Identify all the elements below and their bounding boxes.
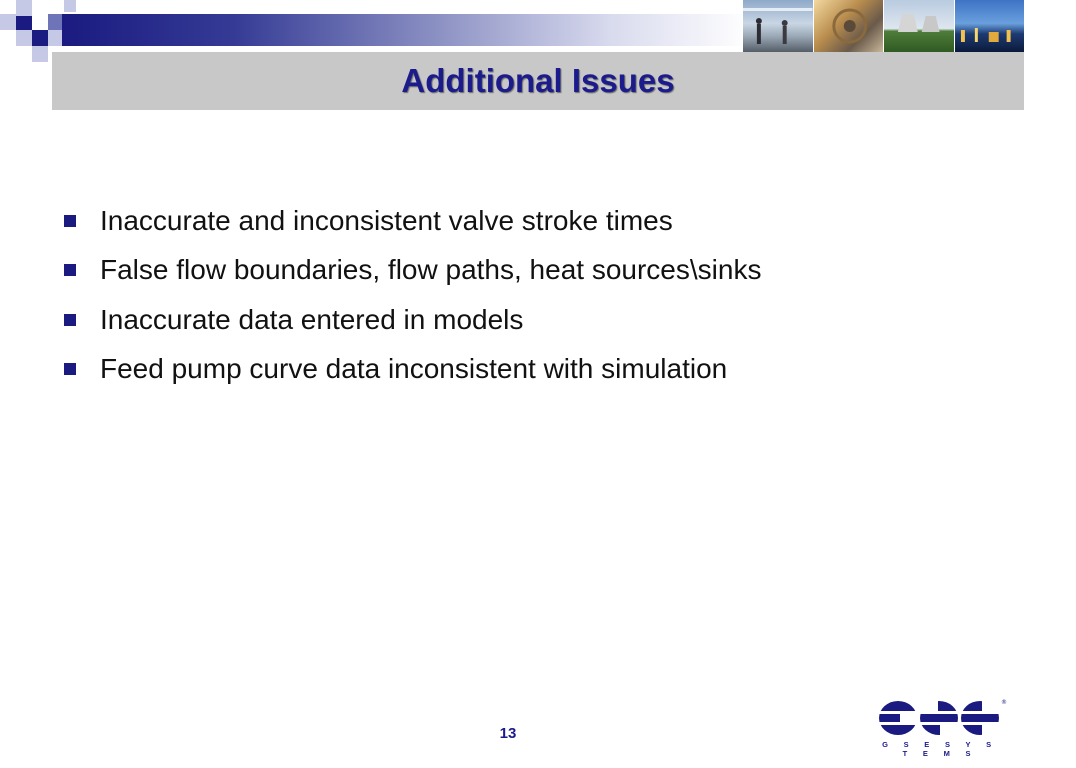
header-photo-strip bbox=[742, 0, 1024, 52]
bullet-item bbox=[64, 196, 761, 246]
bullet-text: Inaccurate data entered in models bbox=[100, 303, 524, 335]
square-bullet-icon bbox=[64, 215, 76, 227]
square-bullet-icon bbox=[64, 264, 76, 276]
checker-square bbox=[32, 30, 48, 46]
airport-travelers-photo bbox=[742, 0, 813, 52]
bullet-item bbox=[64, 295, 761, 345]
gse-logo-icon bbox=[876, 696, 1007, 740]
refinery-night-photo bbox=[954, 0, 1025, 52]
gse-systems-logo bbox=[876, 696, 1007, 758]
page-number: 13 bbox=[499, 725, 517, 742]
bullet-text: Inaccurate and inconsistent valve stroke times bbox=[100, 204, 673, 236]
slide-title: Additional Issues bbox=[401, 62, 675, 99]
bullet-text: False flow boundaries, flow paths, heat sources\sinks bbox=[100, 254, 762, 286]
checker-square bbox=[16, 30, 32, 46]
checker-square bbox=[64, 0, 76, 12]
cooling-towers-photo bbox=[883, 0, 954, 52]
turbine-machinery-photo bbox=[813, 0, 884, 52]
checker-square bbox=[16, 14, 32, 30]
bullet-text: Feed pump curve data inconsistent with simulation bbox=[100, 353, 728, 385]
registered-mark: ® bbox=[1001, 699, 1007, 706]
checker-square bbox=[32, 46, 48, 62]
checker-square bbox=[16, 0, 32, 16]
header-gradient-bar bbox=[62, 14, 750, 46]
bullet-item bbox=[64, 246, 761, 296]
square-bullet-icon bbox=[64, 363, 76, 375]
bullet-item bbox=[64, 345, 761, 395]
square-bullet-icon bbox=[64, 314, 76, 326]
checker-square bbox=[0, 14, 16, 30]
logo-tagline: G S E S Y S T E M S bbox=[882, 740, 998, 758]
bullet-list bbox=[64, 196, 761, 394]
